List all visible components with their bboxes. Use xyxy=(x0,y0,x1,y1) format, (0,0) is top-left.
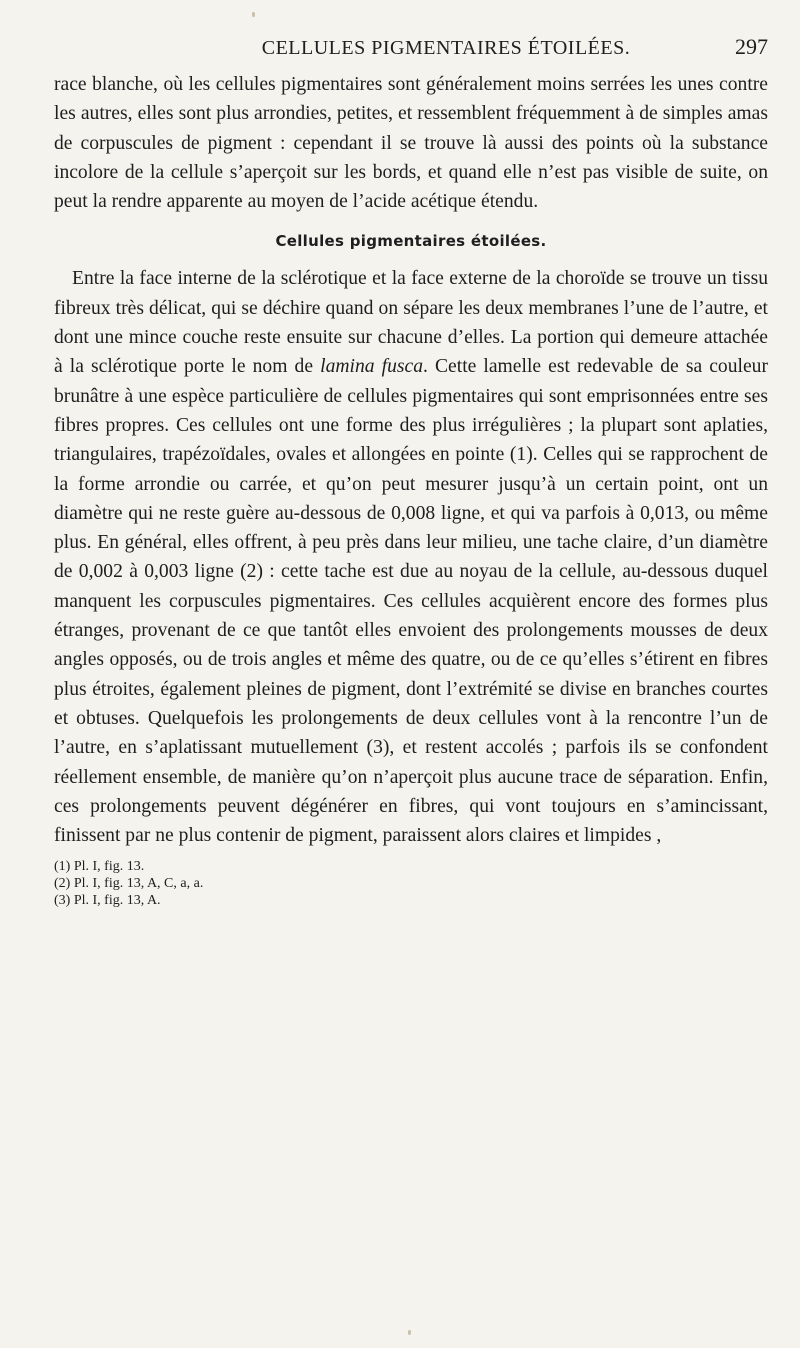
footnote-1: (1) Pl. I, fig. 13. xyxy=(54,859,145,875)
paragraph-main xyxy=(54,264,768,850)
ink-speck xyxy=(252,12,255,17)
paragraph-text-rest: . Cette lamelle est redevable de sa couleur brunâtre à une espèce particulière de cellules pigmentaires qui sont emprisonnées entre ses fibres propres. Ces cellules ont une forme des plus irrégulières ; la plupart sont aplaties, triangulaires, trapézoïdales, ovales et allongées en pointe (1). Celles qui se rapprochent de la forme arrondie ou carrée, et qu’on peut mesurer jusqu’à un certain point, ont un diamètre qui ne reste guère au-dessous de 0,008 ligne, et qui va parfois à 0,013, ou même plus. En général, elles offrent, à peu près dans leur milieu, une tache claire, d’un diamètre de 0,002 à 0,003 ligne (2) : cette tache est due au noyau de la cellule, au-dessous duquel manquent les corpuscules pigmentaires. Ces cellules acquièrent encore des formes plus étranges, provenant de ce que tantôt elles envoient des prolongements mousses de deux angles opposés, ou de trois angles et même des quatre, ou de ce qu’elles s’étirent en fibres plus étroites, également pleines de pigment, dont l’extrémité se divise en branches courtes et obtuses. Quelquefois les prolongements de deux cellules vont à la rencontre l’un de l’autre, en s’aplatissant mutuellement (3), et restent accolés ; parfois ils se confondent réellement ensemble, de manière qu’on n’aperçoit plus aucune trace de séparation. Enfin, ces prolongements peuvent dégénérer en fibres, qui vont toujours en s’amincissant, finissent par ne plus contenir de pigment, paraissent alors claires et limpides , xyxy=(54,356,768,847)
footnote-3: (3) Pl. I, fig. 13, A. xyxy=(54,893,161,909)
ink-speck xyxy=(408,1330,411,1335)
section-title: Cellules pigmentaires étoilées. xyxy=(275,232,547,251)
paragraph-continuation: race blanche, où les cellules pigmentaires sont généralement moins serrées les unes contre les autres, elles sont plus arrondies, petites, et ressemblent fréquemment à de simples amas de corpuscules de pigment : cependant il se trouve là aussi des points où la substance incolore de la cellule s’aperçoit sur les bords, et quand elle n’est pas visible de suite, on peut la rendre apparente au moyen de l’acide acétique étendu. xyxy=(54,74,768,213)
book-page xyxy=(54,34,768,909)
page-number: 297 xyxy=(735,34,768,59)
latin-term: lamina fusca xyxy=(320,356,423,378)
footnote-2: (2) Pl. I, fig. 13, A, C, a, a. xyxy=(54,876,204,892)
paragraph-text-start: Entre la face interne de la sclérotique et la face externe de la choroïde se trouve un tissu fibreux très délicat, qui se déchire quand on sépare les deux membranes l’une de l’autre, et dont une mince couche reste ensuite sur chacune d’elles. La portion qui demeure attachée à la sclérotique porte le nom de xyxy=(54,268,768,378)
running-head: CELLULES PIGMENTAIRES ÉTOILÉES. xyxy=(261,37,631,59)
footnotes xyxy=(54,858,768,909)
page-header xyxy=(54,34,768,70)
